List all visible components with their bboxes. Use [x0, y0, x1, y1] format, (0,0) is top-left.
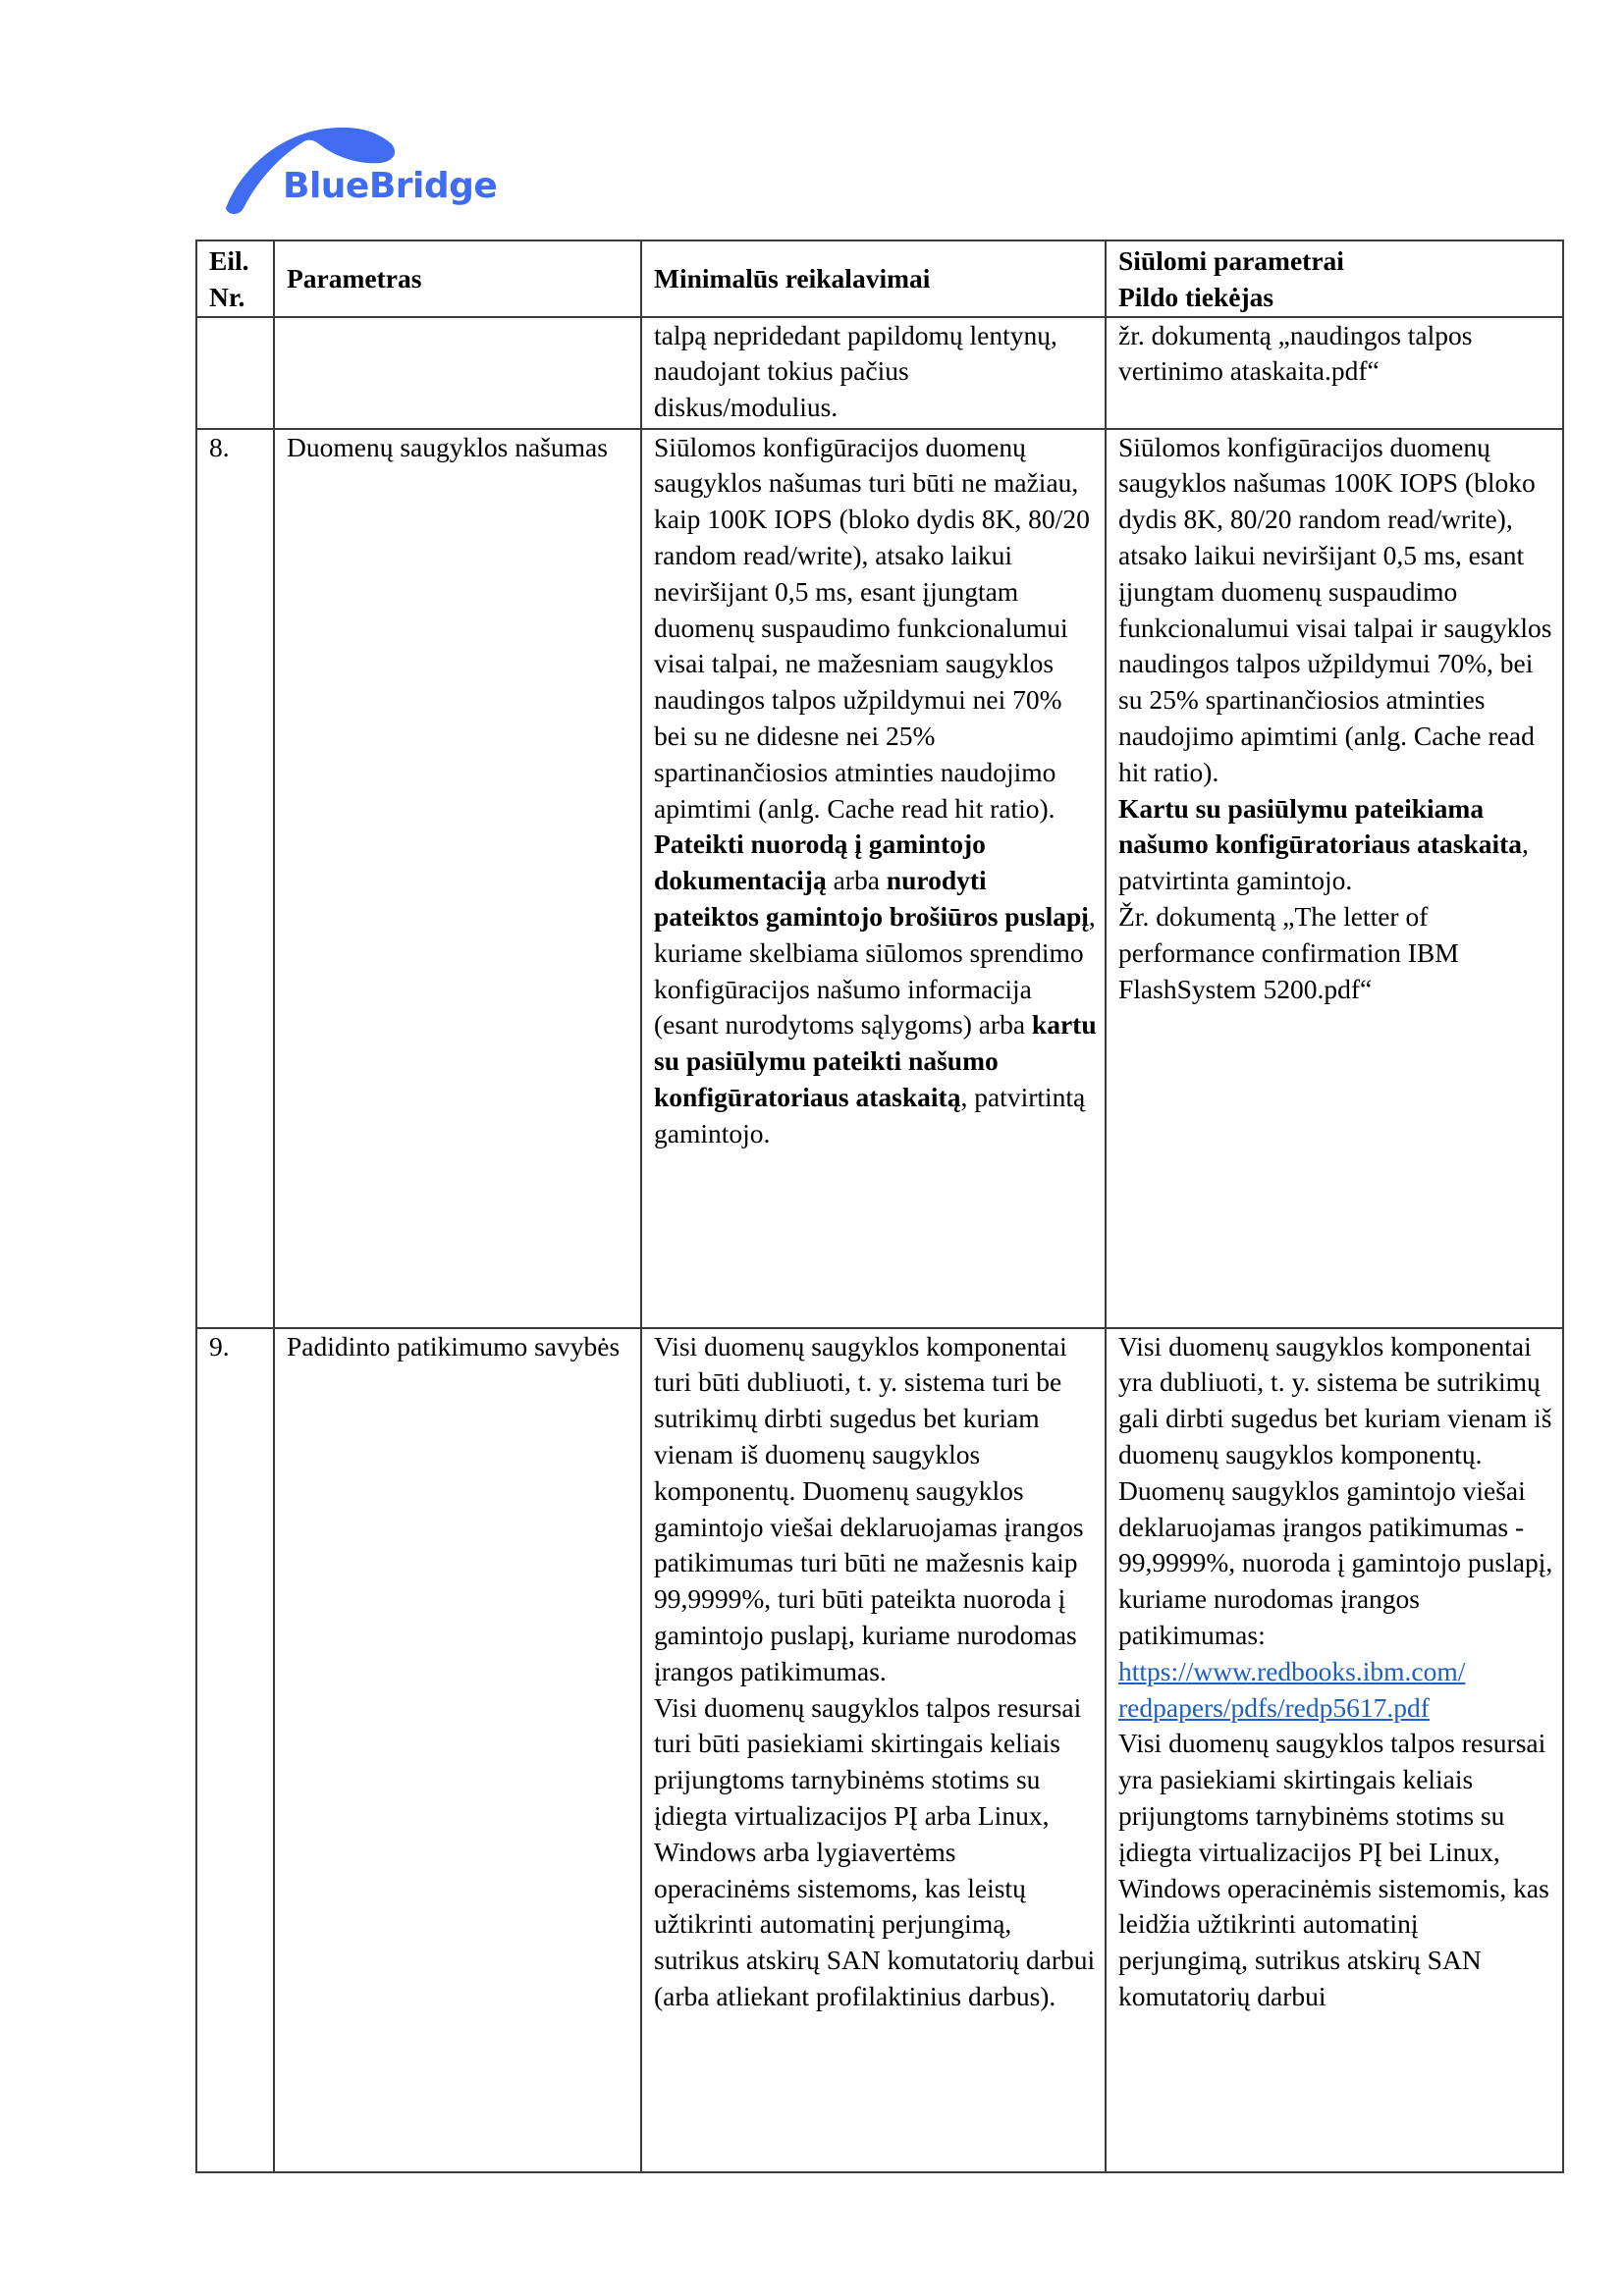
link-line-2: redpapers/pdfs/redp5617.pdf [1118, 1691, 1430, 1723]
offered-paragraph: Siūlomos konfigūracijos duomenų saugyklos našumas 100K IOPS (bloko dydis 8K, 80/20 random read/write), atsako laikui neviršijant 0,5 ms, esant įjungtam duomenų suspaudimo funkcionalumui visai talpai ir saugyklos naudingos talpos užpildymui 70%, bei su 25% spartinančiosios atminties naudojimo apimtimi (anlg. Cache read hit ratio). [1118, 431, 1552, 787]
row-min-requirements [641, 429, 1106, 1328]
offered-document-reference: Žr. dokumentą „The letter of performance confirmation IBM FlashSystem 5200.pdf“ [1118, 900, 1459, 1004]
specification-table [195, 240, 1564, 2173]
row-nr: 9. [196, 1328, 274, 2172]
min-req-text-1: arba [826, 865, 887, 896]
row-min-requirements [641, 1328, 1106, 2172]
table-row [196, 429, 1563, 1328]
min-req-paragraph-2: Visi duomenų saugyklos talpos resursai turi būti pasiekiami skirtingais keliais prijungtoms tarnybinėms stotims su įdiegta virtualizacijos PĮ arba Linux, Windows arba lygiavertėms operacinėms sistemoms, kas leistų užtikrinti automatinį perjungimą, sutrikus atskirų SAN komutatorių darbui (arba atliekant profilaktinius darbus). [654, 1691, 1096, 2011]
offered-bold-1: Kartu su pasiūlymu pateikiama našumo konfigūratoriaus ataskaita [1118, 792, 1523, 860]
header-nr-line2: Nr. [209, 281, 245, 312]
header-nr [196, 240, 274, 317]
header-offered-line1: Siūlomi parametrai [1118, 245, 1344, 276]
header-nr-line1: Eil. [209, 245, 249, 276]
row-parameter [274, 317, 641, 429]
row-nr [196, 317, 274, 429]
min-req-paragraph-1: Visi duomenų saugyklos komponentai turi būti dubliuoti, t. y. sistema turi be sutrikimų dirbti sugedus bet kuriam vienam iš duomenų saugyklos komponentų. Duomenų saugyklos gamintojo viešai deklaruojamas įrangos patikimumas turi būti ne mažesnis kaip 99,9999%, turi būti pateikta nuoroda į gamintojo puslapį, kuriame nurodomas įrangos patikimumas. [654, 1330, 1084, 1686]
bluebridge-logo [222, 122, 497, 220]
logo-wordmark: BlueBridge [283, 166, 498, 206]
row-nr: 8. [196, 429, 274, 1328]
min-req-paragraph: Siūlomos konfigūracijos duomenų saugyklos našumas turi būti ne mažiau, kaip 100K IOPS (bloko dydis 8K, 80/20 random read/write), atsako laikui neviršijant 0,5 ms, esant įjungtam duomenų suspaudimo funkcionalumui visai talpai, ne mažesniam saugyklos naudingos talpos užpildymui nei 70% bei su ne didesne nei 25% spartinančiosios atminties naudojimo apimtimi (anlg. Cache read hit ratio). [654, 431, 1090, 824]
header-parameter: Parametras [274, 240, 641, 317]
table-row [196, 1328, 1563, 2172]
min-req-text-2: , kuriame skelbiama siūlomos sprendimo konfigūracijos našumo informacija (esant nurodytoms sąlygoms) arba [654, 900, 1096, 1041]
header-offered-parameters [1106, 240, 1563, 317]
row-parameter: Duomenų saugyklos našumas [274, 429, 641, 1328]
redbooks-link[interactable] [1118, 1656, 1465, 1723]
row-parameter: Padidinto patikimumo savybės [274, 1328, 641, 2172]
row-offered [1106, 1328, 1563, 2172]
offered-paragraph-1: Visi duomenų saugyklos komponentai yra dubliuoti, t. y. sistema be sutrikimų gali dirbti sugedus bet kuriam vienam iš duomenų saugyklos komponentų. Duomenų saugyklos gamintojo viešai deklaruojamas įrangos patikimumas - 99,9999%, nuoroda į gamintojo puslapį, kuriame nurodomas įrangos patikimumas: [1118, 1330, 1553, 1650]
min-req-bold-1: Pateikti nuorodą į gamintojo dokumentaciją [654, 828, 986, 896]
row-offered [1106, 429, 1563, 1328]
min-req-bold-2: nurodyti pateiktos gamintojo brošiūros puslapį [654, 865, 1089, 932]
offered-text-1: , patvirtinta gamintojo. [1118, 828, 1529, 896]
table-row [196, 317, 1563, 429]
header-offered-line2: Pildo tiekėjas [1118, 281, 1274, 312]
row-min-requirements: talpą nepridedant papildomų lentynų, naudojant tokius pačius diskus/modulius. [641, 317, 1106, 429]
offered-paragraph-2: Visi duomenų saugyklos talpos resursai yra pasiekiami skirtingais keliais prijungtoms tarnybinėms stotims su įdiegta virtualizacijos PĮ bei Linux, Windows operacinėmis sistemomis, kas leidžia užtikrinti automatinį perjungimą, sutrikus atskirų SAN komutatorių darbui [1118, 1728, 1549, 2011]
row-offered: žr. dokumentą „naudingos talpos vertinimo ataskaita.pdf“ [1106, 317, 1563, 429]
header-min-requirements: Minimalūs reikalavimai [641, 240, 1106, 317]
min-req-bold-3: kartu su pasiūlymu pateikti našumo konfigūratoriaus ataskaitą [654, 1009, 1097, 1112]
min-req-text-3: , patvirtintą gamintojo. [654, 1081, 1086, 1148]
link-line-1: https://www.redbooks.ibm.com/ [1118, 1655, 1466, 1686]
table-header-row [196, 240, 1563, 317]
